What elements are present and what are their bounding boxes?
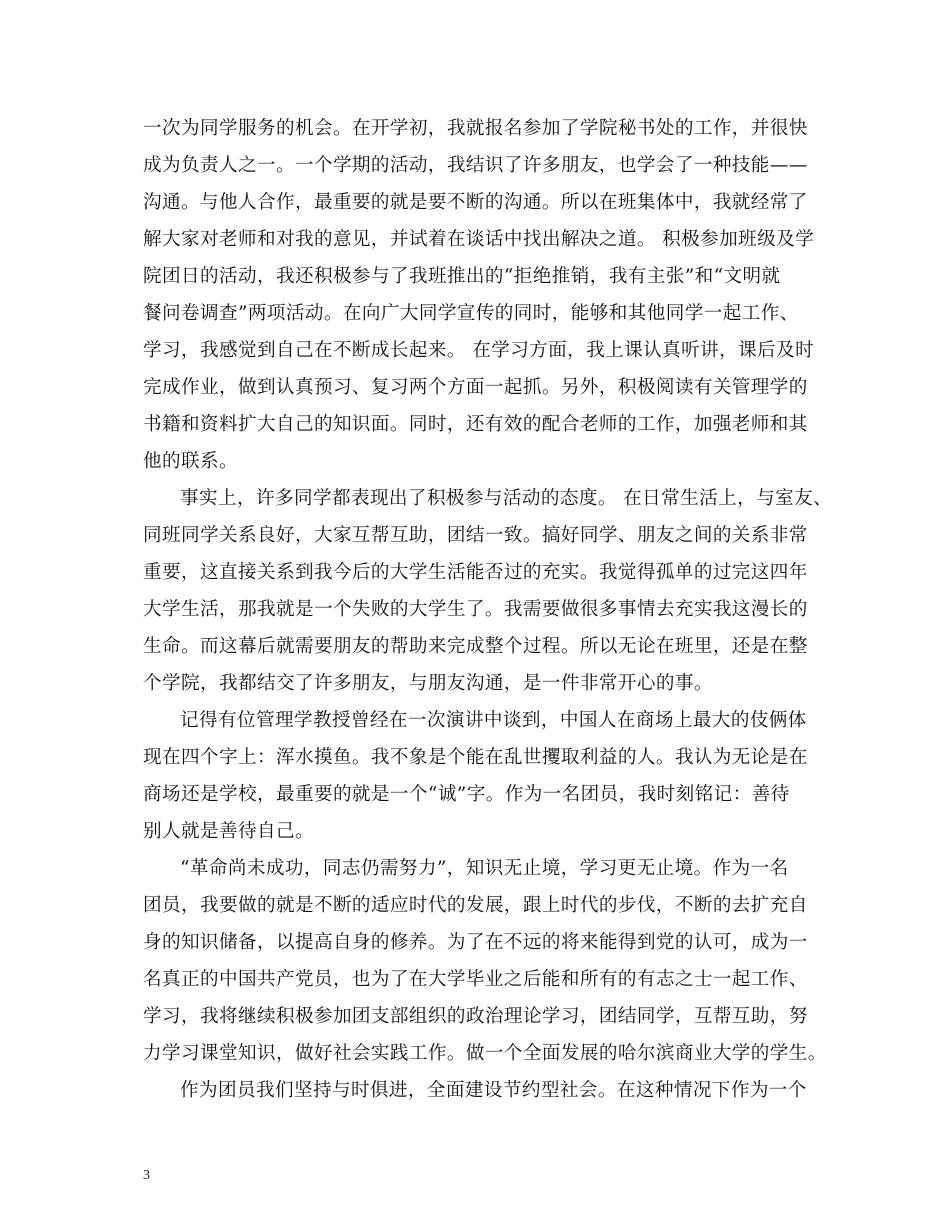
text-line: 一次为同学服务的机会。在开学初，我就报名参加了学院秘书处的工作，并很快	[143, 118, 808, 139]
text-line: 生命。而这幕后就需要朋友的帮助来完成整个过程。所以无论在班里，还是在整	[143, 636, 808, 657]
text-line: 成为负责人之一。一个学期的活动，我结识了许多朋友，也学会了一种技能——	[143, 155, 808, 176]
text-line: 学习，我感觉到自己在不断成长起来。 在学习方面，我上课认真听讲，课后及时	[143, 340, 815, 361]
text-line: 解大家对老师和对我的意见，并试着在谈话中找出解决之道。 积极参加班级及学	[143, 229, 815, 250]
text-line: 院团日的活动，我还积极参与了我班推出的“拒绝推销，我有主张”和“文明就	[143, 266, 781, 287]
paragraph-first-line: “革命尚未成功，同志仍需努力”，知识无止境，学习更无止境。作为一名	[180, 858, 789, 879]
paragraph-first-line: 作为团员我们坚持与时俱进，全面建设节约型社会。在这种情况下作为一个	[180, 1080, 807, 1101]
text-line: 个学院，我都结交了许多朋友，与朋友沟通，是一件非常开心的事。	[143, 673, 713, 694]
page-number: 3	[143, 1168, 150, 1183]
paragraph-first-line: 记得有位管理学教授曾经在一次演讲中谈到，中国人在商场上最大的伎俩体	[180, 710, 807, 731]
text-line: 别人就是善待自己。	[143, 821, 314, 842]
text-line: 大学生活，那我就是一个失败的大学生了。我需要做很多事情去充实我这漫长的	[143, 599, 808, 620]
paragraph-first-line: 事实上，许多同学都表现出了积极参与活动的态度。 在日常生活上，与室友、	[180, 488, 833, 509]
text-line: 团员，我要做的就是不断的适应时代的发展，跟上时代的步伐，不断的去扩充自	[143, 895, 808, 916]
text-line: 完成作业，做到认真预习、复习两个方面一起抓。另外，积极阅读有关管理学的	[143, 377, 808, 398]
text-line: 他的联系。	[143, 451, 238, 472]
text-line: 名真正的中国共产党员，也为了在大学毕业之后能和所有的有志之士一起工作、	[143, 969, 808, 990]
text-line: 餐问卷调查”两项活动。在向广大同学宣传的同时，能够和其他同学一起工作、	[143, 303, 799, 324]
text-line: 现在四个字上：浑水摸鱼。我不象是个能在乱世攫取利益的人。我认为无论是在	[143, 747, 808, 768]
text-line: 同班同学关系良好，大家互帮互助，团结一致。搞好同学、朋友之间的关系非常	[143, 525, 808, 546]
text-line: 重要，这直接关系到我今后的大学生活能否过的充实。我觉得孤单的过完这四年	[143, 562, 808, 583]
text-line: 沟通。与他人合作，最重要的就是要不断的沟通。所以在班集体中，我就经常了	[143, 192, 808, 213]
text-line: 商场还是学校，最重要的就是一个“诚”字。作为一名团员，我时刻铭记：善待	[143, 784, 790, 805]
text-line: 书籍和资料扩大自己的知识面。同时，还有效的配合老师的工作，加强老师和其	[143, 414, 808, 435]
text-line: 身的知识储备，以提高自身的修养。为了在不远的将来能得到党的认可，成为一	[143, 932, 808, 953]
text-line: 学习，我将继续积极参加团支部组织的政治理论学习，团结同学，互帮互助，努	[143, 1006, 808, 1027]
text-line: 力学习课堂知识，做好社会实践工作。做一个全面发展的哈尔滨商业大学的学生。	[143, 1043, 827, 1064]
